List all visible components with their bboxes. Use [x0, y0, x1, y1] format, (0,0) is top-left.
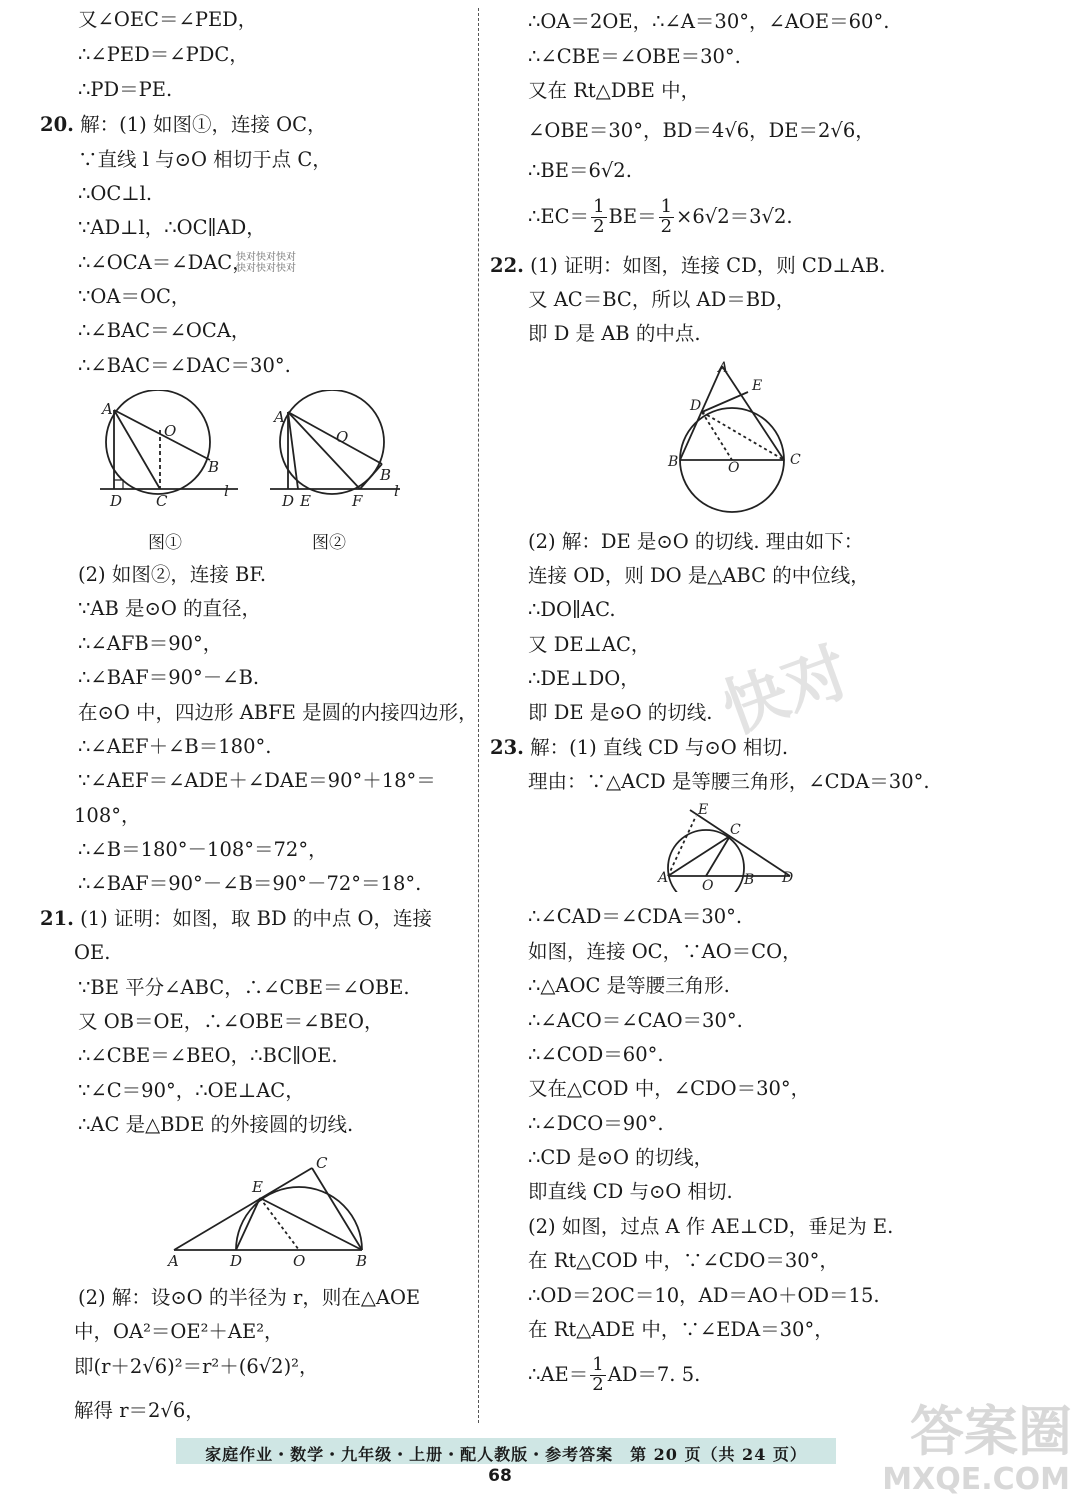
line-text: 又在 Rt△DBE 中，	[528, 79, 701, 102]
text-line	[40, 115, 327, 135]
svg-text:l: l	[224, 482, 229, 500]
line-text: 如图，连接 OC，∵AO＝CO，	[528, 940, 802, 963]
line-text: ∴∠BAC＝∠DAC＝30°.	[78, 354, 291, 377]
text-line	[78, 10, 257, 30]
line-text: 又 OB＝OE，∴∠OBE＝∠BEO，	[78, 1010, 384, 1033]
figure-22	[660, 360, 820, 515]
line-text: ∴∠AEF＋∠B＝180°.	[78, 735, 272, 758]
text-line	[78, 321, 250, 341]
text-line	[78, 1115, 353, 1135]
svg-text:F: F	[352, 492, 363, 510]
text-line	[528, 907, 742, 927]
line-text: ∵AB 是⊙O 的直径，	[78, 597, 262, 620]
text-line	[78, 874, 421, 894]
frac-numerator: 1	[593, 196, 605, 217]
line-text: 即 D 是 AB 的中点.	[528, 322, 701, 345]
text-line	[528, 1182, 733, 1202]
svg-text:E: E	[252, 1178, 263, 1196]
text-line	[528, 703, 713, 723]
line-text: ∴∠BAF＝90°－∠B＝90°－72°＝18°.	[78, 872, 422, 895]
svg-text:D: D	[282, 492, 295, 510]
text-line	[78, 634, 222, 654]
text-line	[528, 669, 640, 689]
text-line	[528, 1114, 664, 1134]
line-text: 连接 OD，则 DO 是△ABC 的中位线，	[528, 564, 870, 587]
text-line	[74, 1322, 284, 1342]
line-text: ∴PD＝PE.	[78, 78, 173, 101]
text-line	[528, 772, 930, 792]
svg-text:B: B	[208, 458, 220, 476]
line-text: ∠OBE＝30°，BD＝4√6，DE＝2√6，	[528, 119, 875, 142]
text-line	[78, 599, 261, 619]
line-text: (2) 如图，过点 A 作 AE⊥CD，垂足为 E.	[528, 1215, 894, 1238]
figure-23	[650, 800, 800, 892]
svg-text:C: C	[730, 822, 741, 838]
line-text: ∵AD⊥l，∴OC∥AD，	[78, 216, 266, 239]
text-line	[528, 566, 870, 586]
column-divider	[478, 8, 479, 1423]
watermark-bottom-logo: 答案圈	[910, 1400, 1072, 1463]
svg-text:O: O	[336, 428, 349, 446]
text-line	[78, 737, 271, 757]
line-text: ∴AC 是△BDE 的外接圆的切线.	[78, 1113, 354, 1136]
ae-equation	[528, 1356, 700, 1395]
text-line	[78, 565, 266, 585]
svg-text:l: l	[394, 482, 399, 500]
text-line	[78, 45, 249, 65]
fraction-half	[590, 1356, 605, 1395]
text-line	[528, 635, 650, 655]
line-text: ∵直线 l 与⊙O 相切于点 C，	[78, 148, 332, 171]
svg-text:O: O	[728, 460, 740, 476]
text-line	[528, 1217, 893, 1237]
footer-band	[176, 1438, 836, 1464]
text-line	[78, 703, 478, 723]
text-line	[78, 253, 252, 273]
figure-1-diagram	[100, 390, 238, 494]
footer-text: 家庭作业・数学・九年级・上册・配人教版・参考答案 第 20 页（共 24 页）	[205, 1445, 807, 1464]
problem-number: 20.	[40, 113, 74, 136]
text-line	[528, 81, 700, 101]
text-line	[528, 12, 889, 32]
line-text: ∴∠BAC＝∠OCA，	[78, 319, 251, 342]
text-line	[78, 1046, 338, 1066]
svg-text:E: E	[752, 378, 763, 394]
svg-text:C: C	[790, 452, 801, 468]
text-line	[528, 1251, 839, 1271]
text-line	[78, 80, 172, 100]
text-line	[78, 218, 266, 238]
line-text: ∴∠ACO＝∠CAO＝30°.	[528, 1009, 743, 1032]
svg-text:A: A	[658, 870, 669, 886]
svg-text:E: E	[698, 802, 709, 818]
svg-text:A: A	[718, 360, 729, 376]
line-text: 又 AC＝BC，所以 AD＝BD，	[528, 288, 796, 311]
line-text: ∴∠CBE＝∠OBE＝30°.	[528, 45, 741, 68]
text-line	[528, 161, 632, 181]
text-line	[528, 290, 795, 310]
svg-text:C: C	[316, 1154, 328, 1172]
line-text: ∴∠B＝180°－108°＝72°，	[78, 838, 328, 861]
line-text: ∴∠CAD＝∠CDA＝30°.	[528, 905, 743, 928]
text-line	[74, 1357, 319, 1377]
line-text: 又∠OEC＝∠PED，	[78, 8, 258, 31]
text-line	[490, 256, 885, 276]
svg-text:D: D	[782, 870, 794, 886]
text-line	[74, 806, 140, 826]
text-line	[528, 1286, 880, 1306]
line-text: ∴∠COD＝60°.	[528, 1043, 664, 1066]
frac-denominator: 2	[660, 215, 673, 237]
text-line	[78, 184, 152, 204]
line-text: 解：(1) 如图①，连接 OC，	[80, 113, 327, 136]
line-text: ∵OA＝OC，	[78, 285, 191, 308]
watermark-site: MXQE.COM	[882, 1462, 1070, 1497]
line-text: ∴∠DCO＝90°.	[528, 1112, 664, 1135]
watermark-small-line2: 快对快对快对	[236, 263, 296, 274]
frac-numerator: 1	[592, 1354, 604, 1375]
watermark-small	[236, 252, 296, 274]
figure-21	[160, 1150, 380, 1275]
line-text: ∵∠AEF＝∠ADE＋∠DAE＝90°＋18°＝	[78, 769, 436, 792]
text-line	[74, 943, 110, 963]
line-text: 即(r＋2√6)²＝r²＋(6√2)²，	[74, 1355, 319, 1378]
text-line	[528, 1045, 664, 1065]
ae-tail: AD＝7. 5.	[607, 1362, 701, 1386]
text-line	[78, 287, 190, 307]
frac-denominator: 2	[592, 1373, 604, 1395]
text-line	[528, 1148, 713, 1168]
line-text: 即直线 CD 与⊙O 相切.	[528, 1180, 733, 1203]
svg-text:D: D	[230, 1252, 243, 1270]
text-line	[78, 1081, 305, 1101]
line-text: 即 DE 是⊙O 的切线.	[528, 701, 713, 724]
text-line	[528, 1079, 810, 1099]
line-text: 理由：∵△ACD 是等腰三角形，∠CDA＝30°.	[528, 770, 930, 793]
text-line	[78, 150, 332, 170]
line-text: 解得 r＝2√6，	[74, 1399, 205, 1422]
ec-lead: ∴EC＝	[528, 204, 590, 228]
fraction-half	[659, 198, 674, 237]
ec-equation	[528, 198, 793, 237]
line-text: ∴OC⊥l.	[78, 182, 153, 205]
line-text: ∴OA＝2OE，∴∠A＝30°，∠AOE＝60°.	[528, 10, 890, 33]
frac-numerator: 1	[660, 196, 673, 217]
line-text: (1) 证明：如图，连接 CD，则 CD⊥AB.	[530, 254, 886, 277]
line-text: 在 Rt△COD 中，∵∠CDO＝30°，	[528, 1249, 839, 1272]
page-number: 68	[488, 1466, 512, 1486]
line-text: (2) 解：设⊙O 的半径为 r，则在△AOE	[78, 1286, 421, 1309]
svg-text:B: B	[668, 454, 679, 470]
line-text: ∴DE⊥DO，	[528, 667, 640, 690]
text-line	[528, 532, 863, 552]
svg-text:A: A	[274, 408, 285, 426]
line-text: ∴OD＝2OC＝10，AD＝AO＋OD＝15.	[528, 1284, 880, 1307]
line-text: (1) 证明：如图，取 BD 的中点 O，连接	[80, 907, 433, 930]
problem-number: 22.	[490, 254, 524, 277]
svg-text:D: D	[690, 398, 702, 414]
line-text: 在⊙O 中，四边形 ABFE 是圆的内接四边形，	[78, 701, 478, 724]
line-text: ∴CD 是⊙O 的切线，	[528, 1146, 714, 1169]
svg-text:C: C	[156, 492, 168, 510]
text-line	[78, 668, 259, 688]
figure-1-caption: 图①	[148, 533, 182, 553]
line-text: ∵BE 平分∠ABC，∴∠CBE＝∠OBE.	[78, 976, 410, 999]
line-text: ∴DO∥AC.	[528, 598, 616, 621]
svg-text:B: B	[380, 466, 392, 484]
line-text: ∴∠PED＝∠PDC，	[78, 43, 249, 66]
text-line	[78, 356, 291, 376]
frac-denominator: 2	[593, 215, 605, 237]
line-text: ∴∠BAF＝90°－∠B.	[78, 666, 260, 689]
svg-text:O: O	[293, 1252, 306, 1270]
line-text: ∴△AOC 是等腰三角形.	[528, 974, 730, 997]
line-text: (2) 解：DE 是⊙O 的切线. 理由如下：	[528, 530, 864, 553]
text-line	[528, 1320, 834, 1340]
line-text: OE.	[74, 941, 111, 964]
text-line	[528, 942, 802, 962]
watermark-kuai: 快对	[713, 634, 859, 749]
problem-number: 23.	[490, 736, 524, 759]
line-text: 又在△COD 中，∠CDO＝30°，	[528, 1077, 811, 1100]
text-line	[528, 600, 616, 620]
text-line	[528, 324, 701, 344]
line-text: 在 Rt△ADE 中，∵∠EDA＝30°，	[528, 1318, 834, 1341]
line-text: ∴∠AFB＝90°，	[78, 632, 223, 655]
text-line	[78, 1288, 420, 1308]
watermark-small-line1: 快对快对快对	[236, 252, 296, 263]
text-line	[528, 976, 730, 996]
text-line	[78, 1012, 384, 1032]
line-text: ∴BE＝6√2.	[528, 159, 632, 182]
line-text: 108°，	[74, 804, 141, 827]
text-line	[74, 1401, 205, 1421]
svg-text:E: E	[300, 492, 311, 510]
text-line	[78, 771, 436, 791]
text-line	[78, 978, 410, 998]
svg-text:A: A	[168, 1252, 179, 1270]
svg-text:B: B	[744, 872, 755, 888]
line-text: 又 DE⊥AC，	[528, 633, 651, 656]
svg-text:D: D	[110, 492, 123, 510]
line-text: ∴∠OCA＝∠DAC，	[78, 251, 252, 274]
line-text: (2) 如图②，连接 BF.	[78, 563, 267, 586]
svg-text:A: A	[102, 400, 113, 418]
line-text: ∴∠CBE＝∠BEO，∴BC∥OE.	[78, 1044, 338, 1067]
fraction-half	[591, 198, 606, 237]
ae-lead: ∴AE＝	[528, 1362, 589, 1386]
text-line	[78, 840, 328, 860]
svg-text:O: O	[702, 878, 714, 892]
figure-20	[90, 390, 430, 520]
text-line	[40, 909, 432, 929]
text-line	[528, 121, 875, 141]
svg-text:O: O	[164, 422, 177, 440]
text-line	[528, 47, 741, 67]
text-line	[528, 1011, 743, 1031]
problem-number: 21.	[40, 907, 74, 930]
ec-tail: ×6√2＝3√2.	[676, 204, 793, 228]
figure-2-caption: 图②	[312, 533, 346, 553]
line-text: ∵∠C＝90°，∴OE⊥AC，	[78, 1079, 305, 1102]
svg-text:B: B	[356, 1252, 368, 1270]
ec-mid: BE＝	[608, 204, 657, 228]
line-text: 解：(1) 直线 CD 与⊙O 相切.	[530, 736, 789, 759]
line-text: 中，OA²＝OE²＋AE²，	[74, 1320, 284, 1343]
